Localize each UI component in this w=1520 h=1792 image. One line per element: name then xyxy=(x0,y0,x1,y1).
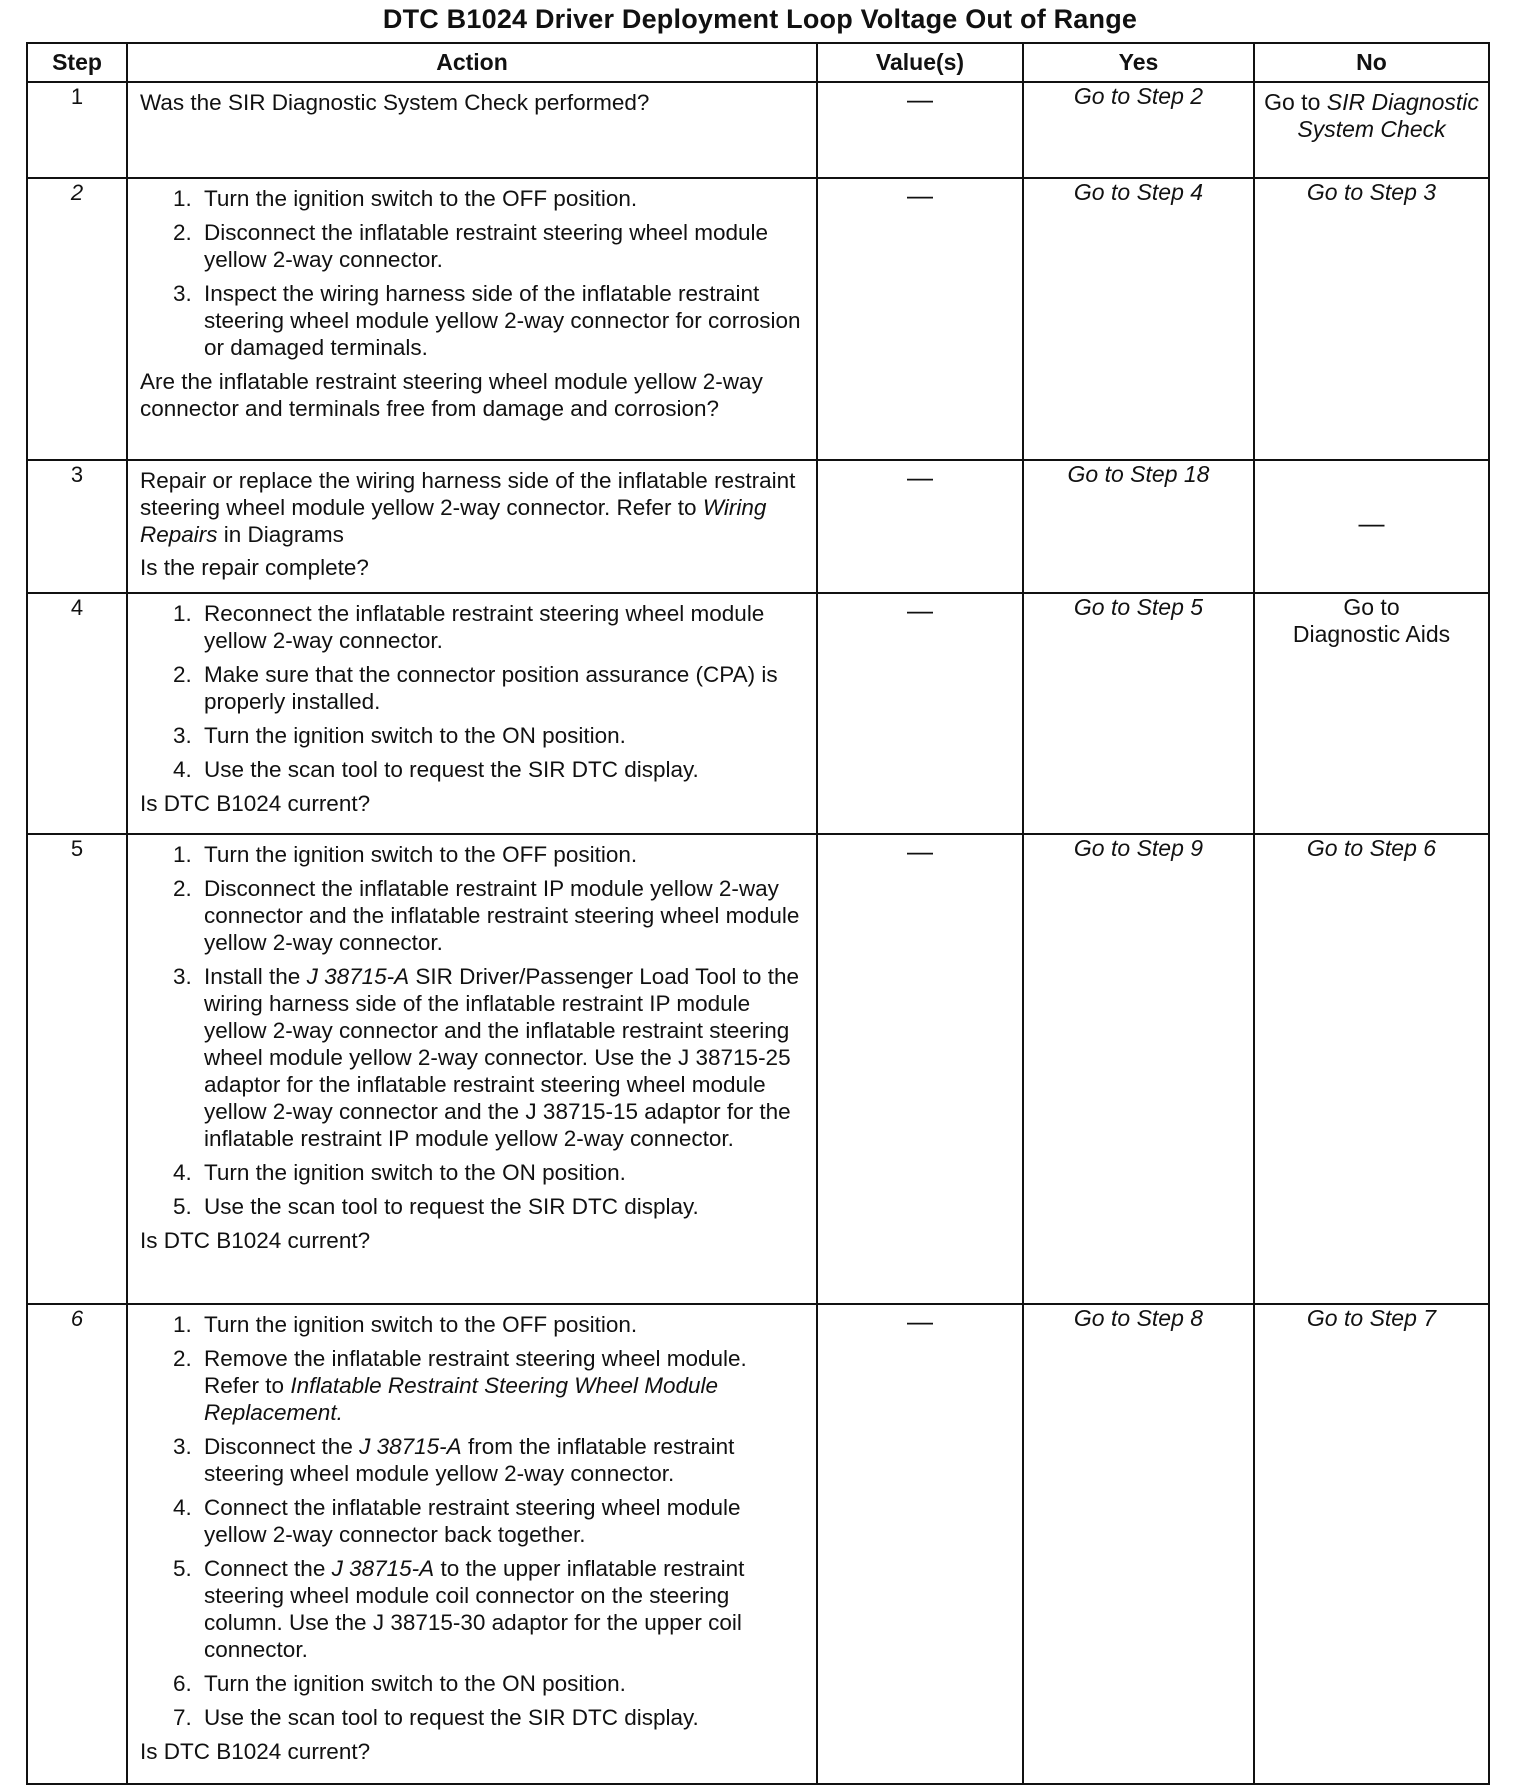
substep-list xyxy=(140,185,808,361)
substep-list xyxy=(140,841,808,1220)
substep: 3. Turn the ignition switch to the ON position. xyxy=(198,722,808,749)
step-number: 4 xyxy=(27,593,127,834)
yes-cell: Go to Step 5 xyxy=(1023,593,1254,834)
table-row xyxy=(27,1304,1489,1784)
no-line: Diagnostic Aids xyxy=(1292,621,1451,647)
table-row xyxy=(27,593,1489,834)
substep: 5. Connect the J 38715-A to the upper inflatable restraint steering wheel module coil connector on the steering column. Use the J 38715-30 adaptor for the upper coil connector. xyxy=(198,1555,808,1663)
action-question: Is the repair complete? xyxy=(140,555,369,580)
substep: 6. Turn the ignition switch to the ON position. xyxy=(198,1670,808,1697)
substep-list xyxy=(140,1311,808,1731)
substep: 1. Turn the ignition switch to the OFF position. xyxy=(198,841,808,868)
action-question: Is DTC B1024 current? xyxy=(140,1739,371,1764)
substep: 3. Install the J 38715-A SIR Driver/Passenger Load Tool to the wiring harness side of the inflatable restraint IP module yellow 2-way connector and the inflatable restraint steering wheel module yellow 2-way connector. Use the J 38715-25 adaptor for the inflatable restraint steering wheel module yellow 2-way connector and the J 38715-15 adaptor for the inflatable restraint IP module yellow 2-way connector. xyxy=(198,963,808,1152)
value-cell: — xyxy=(817,1304,1023,1784)
header-action: Action xyxy=(127,43,817,82)
action-text: Repair or replace the wiring harness side of the inflatable restraint steering wheel module yellow 2-way connector. Refer to Wiring Repairs in Diagrams xyxy=(140,468,796,547)
action-cell xyxy=(127,460,817,593)
table-row xyxy=(27,178,1489,460)
step-number: 6 xyxy=(27,1304,127,1784)
substep: 4. Turn the ignition switch to the ON position. xyxy=(198,1159,808,1186)
table-row xyxy=(27,460,1489,593)
no-cell: — xyxy=(1254,460,1489,593)
wiring-repairs-ref: Wiring Repairs xyxy=(140,495,767,547)
action-cell xyxy=(127,178,817,460)
action-cell xyxy=(127,82,817,178)
action-cell xyxy=(127,834,817,1304)
table-row xyxy=(27,82,1489,178)
tool-ref: J 38715-A xyxy=(331,1556,435,1581)
action-question: Was the SIR Diagnostic System Check performed? xyxy=(140,90,650,115)
no-prefix: Go to xyxy=(1264,89,1321,115)
yes-cell: Go to Step 4 xyxy=(1023,178,1254,460)
header-step: Step xyxy=(27,43,127,82)
substep: 2. Disconnect the inflatable restraint steering wheel module yellow 2-way connector. xyxy=(198,219,808,273)
step-number: 1 xyxy=(27,82,127,178)
substep: 3. Disconnect the J 38715-A from the inflatable restraint steering wheel module yellow 2-way connector. xyxy=(198,1433,808,1487)
yes-cell: Go to Step 8 xyxy=(1023,1304,1254,1784)
substep: 1. Reconnect the inflatable restraint steering wheel module yellow 2-way connector. xyxy=(198,600,808,654)
no-link: SIR Diagnostic System Check xyxy=(1297,89,1479,142)
value-cell: — xyxy=(817,460,1023,593)
step-number: 3 xyxy=(27,460,127,593)
table-row xyxy=(27,834,1489,1304)
header-yes: Yes xyxy=(1023,43,1254,82)
yes-cell: Go to Step 9 xyxy=(1023,834,1254,1304)
no-cell xyxy=(1254,593,1489,834)
replacement-ref: Inflatable Restraint Steering Wheel Module Replacement. xyxy=(204,1373,719,1425)
header-no: No xyxy=(1254,43,1489,82)
header-values: Value(s) xyxy=(817,43,1023,82)
action-question: Is DTC B1024 current? xyxy=(140,1228,371,1253)
action-question: Is DTC B1024 current? xyxy=(140,791,371,816)
substep: 7. Use the scan tool to request the SIR DTC display. xyxy=(198,1704,808,1731)
no-line: Go to xyxy=(1343,594,1400,620)
substep: 4. Connect the inflatable restraint steering wheel module yellow 2-way connector back together. xyxy=(198,1494,808,1548)
substep: 3. Inspect the wiring harness side of the inflatable restraint steering wheel module yellow 2-way connector for corrosion or damaged terminals. xyxy=(198,280,808,361)
action-cell xyxy=(127,1304,817,1784)
page-title: DTC B1024 Driver Deployment Loop Voltage Out of Range xyxy=(382,4,1138,34)
substep: 1. Turn the ignition switch to the OFF position. xyxy=(198,1311,808,1338)
substep: 4. Use the scan tool to request the SIR DTC display. xyxy=(198,756,808,783)
substep: 2. Make sure that the connector position assurance (CPA) is properly installed. xyxy=(198,661,808,715)
value-cell: — xyxy=(817,178,1023,460)
no-cell: Go to Step 6 xyxy=(1254,834,1489,1304)
substep: 5. Use the scan tool to request the SIR DTC display. xyxy=(198,1193,808,1220)
substep-list xyxy=(140,600,808,783)
no-cell: Go to Step 7 xyxy=(1254,1304,1489,1784)
substep: 1. Turn the ignition switch to the OFF position. xyxy=(198,185,808,212)
step-number: 2 xyxy=(27,178,127,460)
substep: 2. Disconnect the inflatable restraint IP module yellow 2-way connector and the inflatable restraint steering wheel module yellow 2-way connector. xyxy=(198,875,808,956)
substep: 2. Remove the inflatable restraint steering wheel module. Refer to Inflatable Restraint Steering Wheel Module Replacement. xyxy=(198,1345,808,1426)
yes-cell: Go to Step 2 xyxy=(1023,82,1254,178)
no-cell: Go to Step 3 xyxy=(1254,178,1489,460)
yes-cell: Go to Step 18 xyxy=(1023,460,1254,593)
tool-ref: J 38715-A xyxy=(306,964,410,989)
diagnostic-table xyxy=(26,42,1490,1785)
value-cell: — xyxy=(817,593,1023,834)
tool-ref: J 38715-A xyxy=(359,1434,462,1459)
action-question: Are the inflatable restraint steering wheel module yellow 2-way connector and terminals free from damage and corrosion? xyxy=(140,369,763,421)
action-cell xyxy=(127,593,817,834)
no-cell xyxy=(1254,82,1489,178)
header-row xyxy=(27,43,1489,82)
value-cell: — xyxy=(817,834,1023,1304)
value-cell: — xyxy=(817,82,1023,178)
step-number: 5 xyxy=(27,834,127,1304)
